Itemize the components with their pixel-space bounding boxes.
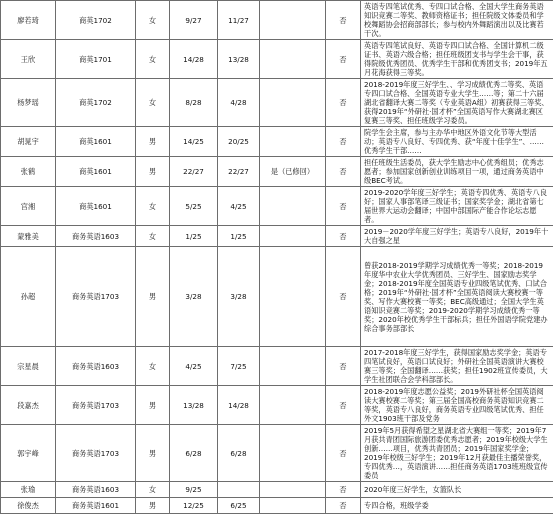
rank-1: 1/25 bbox=[170, 226, 218, 247]
achievement-detail: 担任班级生活委员，获大学生励志中心优秀组员；优秀志愿者；参加国家创新创业训练项目一项，通过商务英语中级BEC考试。 bbox=[361, 157, 553, 187]
gender: 女 bbox=[136, 187, 170, 226]
class-name: 商务英语1603 bbox=[56, 482, 136, 498]
rank-2: 1/25 bbox=[218, 226, 260, 247]
class-name: 商英1601 bbox=[56, 187, 136, 226]
rank-2: 6/28 bbox=[218, 425, 260, 482]
class-name: 商英1601 bbox=[56, 127, 136, 157]
class-name: 商务英语1603 bbox=[56, 226, 136, 247]
table-row bbox=[1, 127, 553, 157]
rank-1: 14/28 bbox=[170, 40, 218, 79]
flag: 否 bbox=[326, 425, 361, 482]
rank-1: 12/25 bbox=[170, 498, 218, 514]
table-row bbox=[1, 386, 553, 425]
class-name: 商英1702 bbox=[56, 79, 136, 127]
table-row bbox=[1, 482, 553, 498]
achievement-detail: 2017-2018年度三好学生，获得国家励志奖学金；英语专四笔试良好，英语口试良好；外研社全国英语演讲大赛校赛三等奖；全国翻译……获奖；担任1902班宣传委员，大学生社团联合会学科部部长。 bbox=[361, 347, 553, 386]
rank-2 bbox=[218, 482, 260, 498]
achievement-detail: 2019－2020学年度三好学生；英语专八良好，2019年十大自强之星 bbox=[361, 226, 553, 247]
gender: 女 bbox=[136, 40, 170, 79]
rank-2: 11/27 bbox=[218, 1, 260, 40]
table-row bbox=[1, 247, 553, 347]
student-name: 杨梦瑶 bbox=[1, 79, 56, 127]
achievement-detail: 曾获2018-2019学期学习成绩优秀一等奖；2018-2019年度华中农业大学优秀团员、三好学生、国家励志奖学金；2018-2019年度全国英语专业四级笔试优秀、口试合格；2019年“外研社·国才杯”全国英语阅读大赛校赛一等奖、写作大赛校赛一等奖；BEC高级通过；全国大学生英语知识竞赛二等奖；2019-2020学期学习成绩优秀一等奖；2020年校优秀学生干部标兵；担任外国语学院党建办综合事务部部长 bbox=[361, 247, 553, 347]
rank-2: 4/28 bbox=[218, 79, 260, 127]
table-row bbox=[1, 40, 553, 79]
achievement-detail: 2019-2020学年度三好学生；英语专四优秀、英语专八良好；国家人事部笔译三级证书；国家奖学金；湖北省第七届世界大运动会翻译；中国中部国际产能合作论坛志愿者。 bbox=[361, 187, 553, 226]
retake-status: 是（已修回） bbox=[260, 157, 326, 187]
gender: 女 bbox=[136, 482, 170, 498]
flag: 否 bbox=[326, 127, 361, 157]
class-name: 商英1601 bbox=[56, 157, 136, 187]
gender: 女 bbox=[136, 347, 170, 386]
retake-status bbox=[260, 425, 326, 482]
gender: 男 bbox=[136, 247, 170, 347]
retake-status bbox=[260, 226, 326, 247]
flag: 否 bbox=[326, 498, 361, 514]
table-row bbox=[1, 425, 553, 482]
student-name: 蒙雅美 bbox=[1, 226, 56, 247]
student-name: 段嘉杰 bbox=[1, 386, 56, 425]
student-name: 王欣 bbox=[1, 40, 56, 79]
gender: 男 bbox=[136, 157, 170, 187]
flag: 否 bbox=[326, 40, 361, 79]
gender: 女 bbox=[136, 226, 170, 247]
rank-1: 9/25 bbox=[170, 482, 218, 498]
rank-2: 3/28 bbox=[218, 247, 260, 347]
flag: 否 bbox=[326, 247, 361, 347]
achievement-detail: 专四合格，班级学委 bbox=[361, 498, 553, 514]
class-name: 商务英语1603 bbox=[56, 347, 136, 386]
student-name: 廖若琦 bbox=[1, 1, 56, 40]
rank-1: 6/28 bbox=[170, 425, 218, 482]
retake-status bbox=[260, 347, 326, 386]
student-name: 张鹤 bbox=[1, 157, 56, 187]
rank-2: 22/27 bbox=[218, 157, 260, 187]
rank-2: 7/25 bbox=[218, 347, 260, 386]
achievement-detail: 2019年5月获得希望之星湖北省大赛组一等奖；2019年7月获共青团国际旅游团委优秀志愿者；2019年校级大学生创新……项目，优秀共青团员；2019年国家奖学金；2019年校级三好学生；2019年12月获最佳主播荣誉奖，专四优秀…，英语演讲……担任商务英语1703班班级宣传委员 bbox=[361, 425, 553, 482]
table-row bbox=[1, 226, 553, 247]
table-row bbox=[1, 187, 553, 226]
retake-status bbox=[260, 482, 326, 498]
table-row bbox=[1, 79, 553, 127]
flag: 否 bbox=[326, 1, 361, 40]
class-name: 商务英语1703 bbox=[56, 425, 136, 482]
student-name: 宗星晨 bbox=[1, 347, 56, 386]
flag: 否 bbox=[326, 226, 361, 247]
table-row bbox=[1, 1, 553, 40]
gender: 男 bbox=[136, 127, 170, 157]
retake-status bbox=[260, 187, 326, 226]
class-name: 商英1702 bbox=[56, 1, 136, 40]
student-name: 郭宇峰 bbox=[1, 425, 56, 482]
gender: 女 bbox=[136, 1, 170, 40]
flag: 否 bbox=[326, 347, 361, 386]
rank-1: 14/25 bbox=[170, 127, 218, 157]
rank-1: 5/25 bbox=[170, 187, 218, 226]
student-name: 孙超 bbox=[1, 247, 56, 347]
class-name: 商英1701 bbox=[56, 40, 136, 79]
flag: 否 bbox=[326, 187, 361, 226]
achievement-detail: 2018-2019年度志愿公益奖；2019外研社杯全国英语阅读大赛校赛二等奖；第三届全国高校商务英语知识竞赛二等奖，英语专八良好，商务英语专业四级笔试优秀、担任外文1903班干部及党务 bbox=[361, 386, 553, 425]
rank-1: 3/28 bbox=[170, 247, 218, 347]
rank-2: 14/28 bbox=[218, 386, 260, 425]
flag: 否 bbox=[326, 386, 361, 425]
achievement-detail: 英语专四笔试良好、英语专四口试合格、全国计算机二级证书、英语六级合格；担任班级团支书与学生会干事，获得院级优秀团员、优秀学生干部和优秀团支书；2019年五月花海获得三等奖。 bbox=[361, 40, 553, 79]
table-row bbox=[1, 498, 553, 514]
gender: 男 bbox=[136, 425, 170, 482]
student-name: 胡晁宇 bbox=[1, 127, 56, 157]
rank-1: 8/28 bbox=[170, 79, 218, 127]
class-name: 商务英语1703 bbox=[56, 247, 136, 347]
rank-1: 9/27 bbox=[170, 1, 218, 40]
gender: 女 bbox=[136, 79, 170, 127]
rank-1: 13/28 bbox=[170, 386, 218, 425]
gender: 男 bbox=[136, 386, 170, 425]
flag: 否 bbox=[326, 482, 361, 498]
class-name: 商务英语1703 bbox=[56, 386, 136, 425]
retake-status bbox=[260, 247, 326, 347]
achievement-detail: 2020年度三好学生，女篮队长 bbox=[361, 482, 553, 498]
retake-status bbox=[260, 127, 326, 157]
student-name: 张瑜 bbox=[1, 482, 56, 498]
flag: 否 bbox=[326, 157, 361, 187]
rank-1: 4/25 bbox=[170, 347, 218, 386]
rank-2: 13/28 bbox=[218, 40, 260, 79]
student-name: 宫湘 bbox=[1, 187, 56, 226]
rank-2: 4/25 bbox=[218, 187, 260, 226]
class-name: 商务英语1601 bbox=[56, 498, 136, 514]
table-row bbox=[1, 157, 553, 187]
achievement-detail: 英语专四笔试优秀、专四口试合格、全国大学生商务英语知识竞赛二等奖、教师资格证书；担任院级文体委员和学校舞蹈协会招商部部长；参与校内外舞蹈演出以及比赛若干次。 bbox=[361, 1, 553, 40]
table-row bbox=[1, 347, 553, 386]
retake-status bbox=[260, 1, 326, 40]
rank-2: 6/25 bbox=[218, 498, 260, 514]
gender: 男 bbox=[136, 498, 170, 514]
retake-status bbox=[260, 498, 326, 514]
retake-status bbox=[260, 79, 326, 127]
retake-status bbox=[260, 40, 326, 79]
student-name: 徐俊杰 bbox=[1, 498, 56, 514]
rank-2: 20/25 bbox=[218, 127, 260, 157]
achievement-detail: 2018-2019年度三好学生、、学习成绩优秀二等奖、英语专四口试合格、全国英语专业大学生……等；第二十六届湖北省翻译大赛二等奖（专业英语A组）初赛获得三等奖、获得2019年“外研社·国才杯”全国英语写作大赛湖北赛区复赛三等奖、担任班级学习委员。 bbox=[361, 79, 553, 127]
achievement-detail: 院学生会主席，参与主办华中地区外语文化节等大型活动；英语专八良好、专四优秀、获“年度十佳学生”、……优秀学生干部…… bbox=[361, 127, 553, 157]
retake-status bbox=[260, 386, 326, 425]
flag: 否 bbox=[326, 79, 361, 127]
rank-1: 22/27 bbox=[170, 157, 218, 187]
